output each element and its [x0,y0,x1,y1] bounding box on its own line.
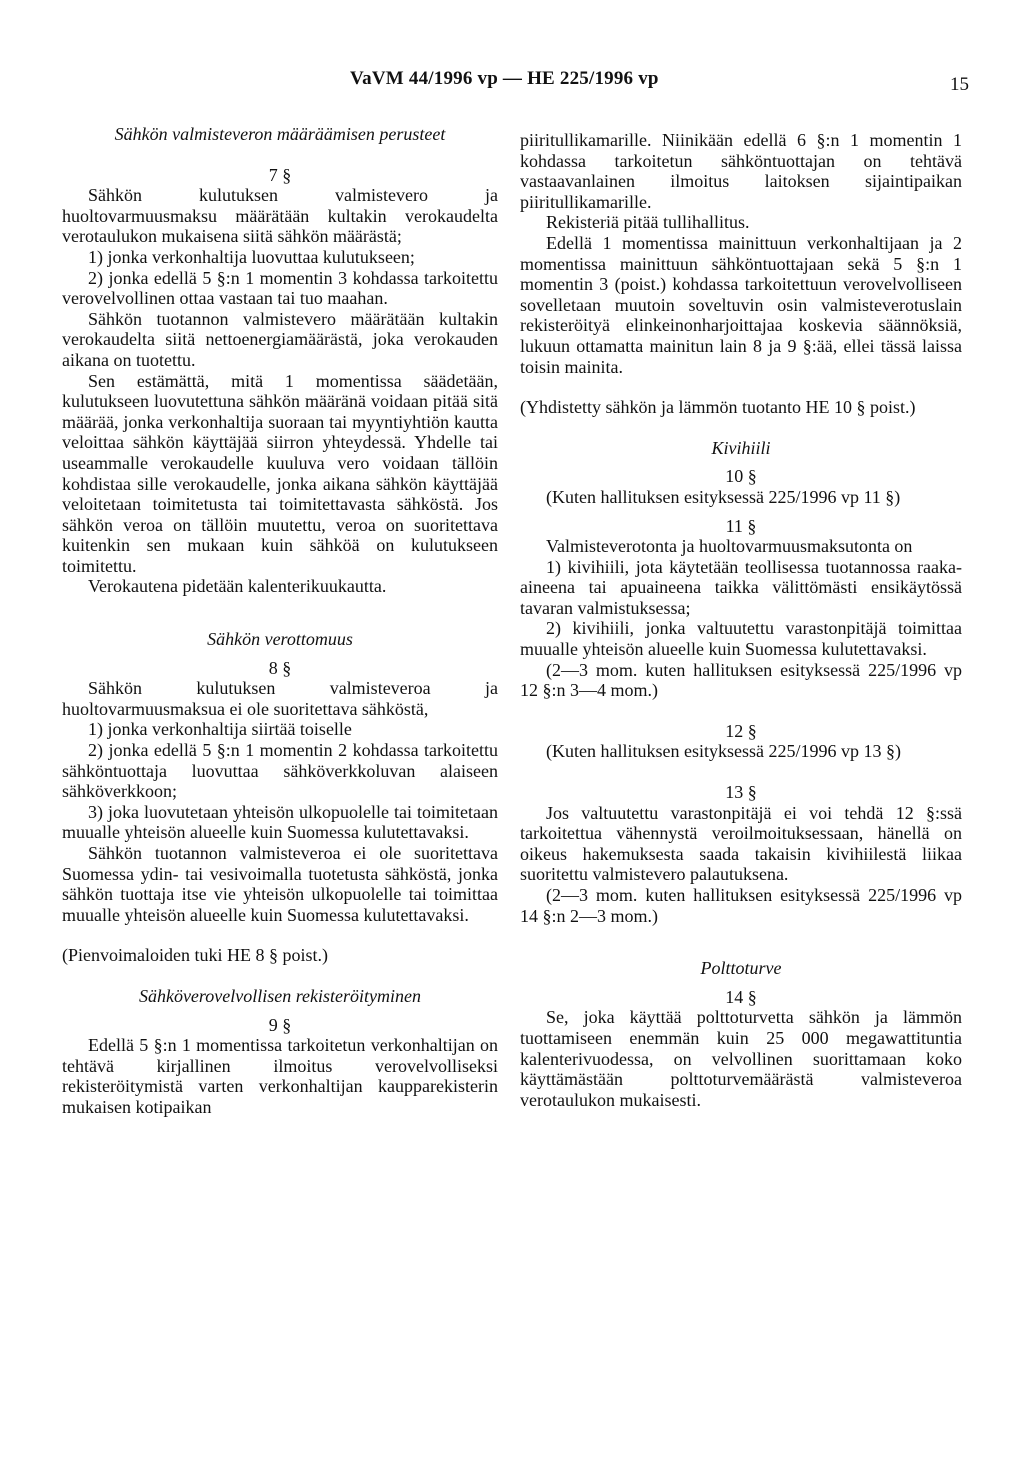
section-number: 14 § [725,986,757,1007]
paragraph: Edellä 5 §:n 1 momentissa tarkoitetun verkonhaltijan on tehtävä kirjallinen ilmoitus verovelvolliseksi rekisteröitymistä varten verkonhaltijan kaupparekisterin mukaisen kotipaikan [62,1035,498,1117]
section-heading: Kivihiili [711,437,771,458]
section-number: 7 § [268,164,292,185]
paragraph: (2—3 mom. kuten hallituksen esityksessä 225/1996 vp 14 §:n 2—3 mom.) [520,885,962,926]
paragraph: 3) joka luovutetaan yhteisön ulkopuolelle tai toimitetaan muualle yhteisön alueelle kuin Suomessa kulutettavaksi. [62,801,498,843]
paragraph: Sähkön kulutuksen valmistevero ja huoltovarmuusmaksu määrätään kultakin verokaudelta verotaulukon mukaisena siitä sähkön määrästä; [62,185,498,247]
section-number: 11 § [725,515,757,536]
paragraph: Sähkön kulutuksen valmisteveroa ja huoltovarmuusmaksua ei ole suoritettava sähköstä, [62,678,498,719]
paragraph: 1) jonka verkonhaltija luovuttaa kulutukseen; [88,246,415,267]
paragraph: (Kuten hallituksen esityksessä 225/1996 vp 11 §) [546,486,901,507]
paragraph: Se, joka käyttää polttoturvetta sähkön ja lämmön tuottamiseen enemmän kuin 25 000 megawattituntia kalenterivuodessa, on velvollinen suorittamaan koko käyttämästään polttoturvemäärästä valmisteveroa verotaulukon mukaisesti. [520,1007,962,1110]
paragraph: 2) kivihiili, jonka valtuutettu varastonpitäjä toimittaa muualle yhteisön alueelle kuin Suomessa kulutettavaksi. [520,618,962,660]
paragraph: (2—3 mom. kuten hallituksen esityksessä 225/1996 vp 12 §:n 3—4 mom.) [520,659,962,701]
section-number: 8 § [268,657,292,678]
section-number: 10 § [725,466,757,487]
editorial-note: (Yhdistetty sähkön ja lämmön tuotanto HE 10 § poist.) [520,397,916,418]
section-number: 13 § [725,782,757,803]
paragraph: Rekisteriä pitää tullihallitus. [546,212,750,233]
right-column [520,130,962,1110]
page-number: 15 [950,74,969,95]
left-column [62,124,498,1118]
paragraph: Sähkön tuotannon valmisteveroa ei ole suoritettava Suomessa ydin- tai vesivoimalla tuotetusta sähköstä, jonka sähkön tuottaja itse vie yhteisön ulkopuolelle tai toimittaa muualle yhteisön alueelle kuin Suomessa kulutettavaksi. [62,843,498,925]
paragraph: Sen estämättä, mitä 1 momentissa säädetään, kulutukseen luovutettuna sähkön määränä voidaan pitää sitä määrää, jonka verkonhaltija suoraan tai myyntiyhtiön kautta veloittaa sähkön käyttäjää siirron yhteydessä. Yhdelle tai useammalle verokaudelle kuuluva vero voidaan tällöin kohdistaa sille verokaudelle, jonka aikana sähkön käyttäjää veloitetaan toimitetusta tai toimitettavasta sähköstä. Jos sähkön veroa on tällöin muutettu, veroa on suoritettava kuitenkin sen mukaan kuin sähköä on kulutukseen toimitettu. [62,370,498,576]
section-number: 9 § [268,1014,292,1035]
paragraph: 1) kivihiili, jota käytetään teollisessa tuotannossa raaka-aineena tai apuaineena taikka välittömästi ensikäytössä tavaran valmistuksessa; [520,556,962,618]
editorial-note: (Pienvoimaloiden tuki HE 8 § poist.) [62,945,328,966]
paragraph: Verokautena pidetään kalenterikuukautta. [88,576,387,597]
document-reference: VaVM 44/1996 vp — HE 225/1996 vp [350,68,659,89]
paragraph: Sähkön tuotannon valmistevero määrätään kultakin verokaudelta siitä nettoenergiamäärästä, joka verokauden aikana on tuotettu. [62,308,498,370]
paragraph: 2) jonka edellä 5 §:n 1 momentin 2 kohdassa tarkoitettu sähköntuottaja luovuttaa sähköverkkoluvan alaiseen sähköverkkoon; [62,740,498,802]
paragraph: Jos valtuutettu varastonpitäjä ei voi tehdä 12 §:ssä tarkoitettua vähennystä veroilmoituksessaan, hänellä on oikeus hakemuksesta saada takaisin kivihiilestä liikaa suoritettu valmistevero palautuksena. [520,802,962,885]
paragraph: 2) jonka edellä 5 §:n 1 momentin 3 kohdassa tarkoitettu verovelvollinen ottaa vastaan tai tuo maahan. [62,267,498,309]
section-heading: Sähkön verottomuus [207,629,353,650]
paragraph: (Kuten hallituksen esityksessä 225/1996 vp 13 §) [546,741,901,762]
paragraph: Edellä 1 momentissa mainittuun verkonhaltijaan ja 2 momentissa mainittuun sähköntuottajaan sekä 5 §:n 1 momentin 3 (poist.) kohdassa tarkoitettuun verovelvolliseen sovelletaan muutoin soveltuvin osin valmisteverotuslain rekisteröityä elinkeinonharjoittajaa koskevia säännöksiä, lukuun ottamatta mainitun lain 8 ja 9 §:ää, ellei tässä laissa toisin mainita. [520,232,962,377]
section-heading: Polttoturve [700,958,782,979]
page-header [0,68,1024,98]
section-heading: Sähkön valmisteveron määräämisen perusteet [114,124,446,144]
section-number: 12 § [725,720,757,741]
paragraph: 1) jonka verkonhaltija siirtää toiselle [88,719,352,740]
section-heading: Sähköverovelvollisen rekisteröityminen [138,985,422,1006]
paragraph: piiritullikamarille. Niinikään edellä 6 §:n 1 momentin 1 kohdassa tarkoitetun sähköntuottajan on tehtävä vastaavanlainen ilmoitus laitoksen sijaintipaikan piiritullikamarille. [520,130,962,212]
paragraph: Valmisteverotonta ja huoltovarmuusmaksutonta on [546,536,913,557]
